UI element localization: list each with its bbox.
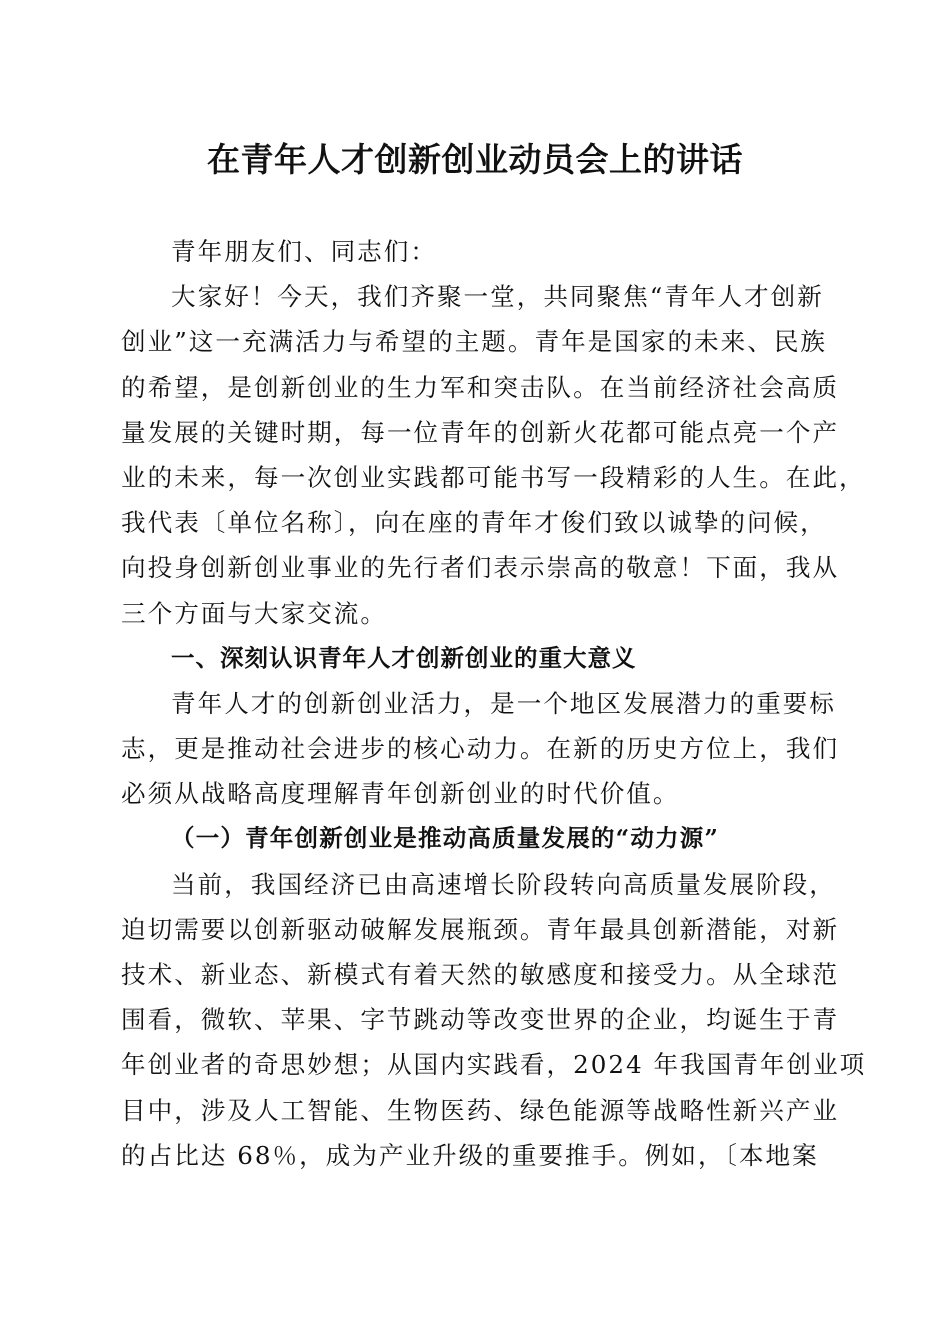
paragraph-line: 大家好！今天，我们齐聚一堂，共同聚焦“青年人才创新 <box>171 282 824 312</box>
paragraph-line: 向投身创新创业事业的先行者们表示崇高的敬意！下面，我从 <box>121 553 840 583</box>
section-heading: 一、深刻认识青年人才创新创业的重大意义 <box>171 643 637 672</box>
paragraph-line: 目中，涉及人工智能、生物医药、绿色能源等战略性新兴产业 <box>121 1095 840 1125</box>
paragraph-line: 必须从战略高度理解青年创新创业的时代价值。 <box>121 779 680 809</box>
paragraph-line: 业的未来，每一次创业实践都可能书写一段精彩的人生。在此， <box>121 462 866 492</box>
paragraph-line: 当前，我国经济已由高速增长阶段转向高质量发展阶段， <box>171 869 836 899</box>
salutation: 青年朋友们、同志们： <box>171 237 437 266</box>
document-body <box>121 229 867 1178</box>
paragraph-line: 志，更是推动社会进步的核心动力。在新的历史方位上，我们 <box>121 734 840 764</box>
paragraph-line: 的希望，是创新创业的生力军和突击队。在当前经济社会高质 <box>121 372 840 402</box>
paragraph-line: 年创业者的奇思妙想；从国内实践看，2024 年我国青年创业项 <box>121 1050 867 1080</box>
paragraph-line: 围看，微软、苹果、字节跳动等改变世界的企业，均诞生于青 <box>121 1005 840 1035</box>
subsection-heading: （一）青年创新创业是推动高质量发展的“动力源” <box>171 824 720 853</box>
paragraph-line: 量发展的关键时期，每一位青年的创新火花都可能点亮一个产 <box>121 417 840 447</box>
paragraph-line: 技术、新业态、新模式有着天然的敏感度和接受力。从全球范 <box>121 960 840 989</box>
page-title: 在青年人才创新创业动员会上的讲话 <box>207 140 743 179</box>
paragraph-line: 的占比达 68％，成为产业升级的重要推手。例如，〔本地案 <box>121 1140 819 1170</box>
paragraph-line: 青年人才的创新创业活力，是一个地区发展潜力的重要标 <box>171 688 836 718</box>
paragraph-line: 创业”这一充满活力与希望的主题。青年是国家的未来、民族 <box>121 327 828 357</box>
paragraph-line: 我代表〔单位名称〕，向在座的青年才俊们致以诚挚的问候， <box>121 508 827 538</box>
paragraph-line: 三个方面与大家交流。 <box>121 598 387 628</box>
paragraph-line: 迫切需要以创新驱动破解发展瓶颈。青年最具创新潜能，对新 <box>121 914 840 944</box>
